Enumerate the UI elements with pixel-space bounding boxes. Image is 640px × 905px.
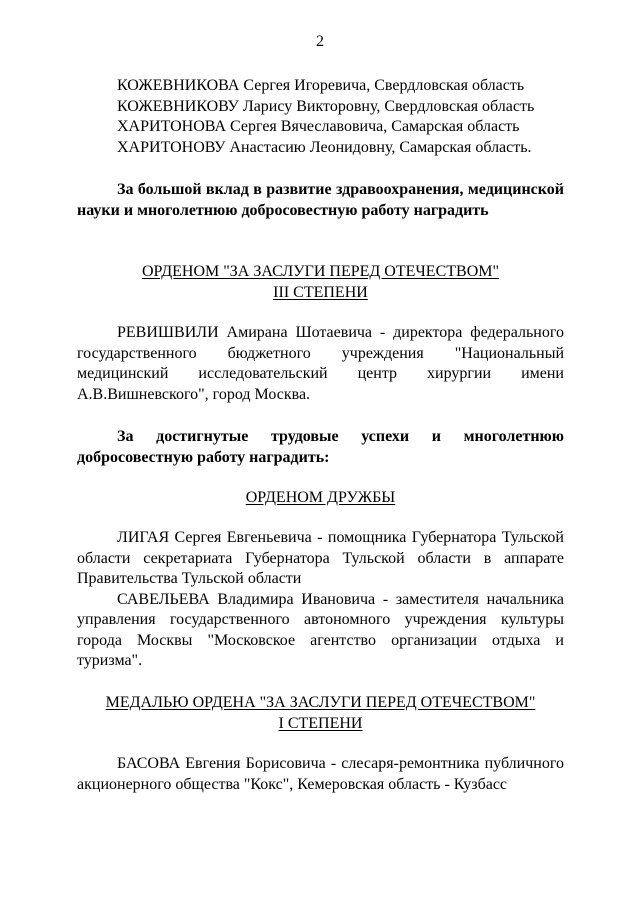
award-reason-text: За достигнутые трудовые успехи и многолетнюю добросовестную работу наградить:: [77, 428, 564, 466]
award-heading: [77, 488, 564, 509]
awardee-entry: КОЖЕВНИКОВА Сергея Игоревича, Свердловская область: [117, 77, 525, 94]
awardee-entry: ХАРИТОНОВУ Анастасию Леонидовну, Самарская область.: [117, 138, 532, 156]
award-reason-paragraph: [77, 427, 564, 468]
awardee-entry: КОЖЕВНИКОВУ Ларису Викторовну, Свердловская область: [117, 97, 535, 115]
award-heading: [77, 693, 564, 734]
award-heading-line: III СТЕПЕНИ: [273, 283, 368, 301]
awardee-entry: БАСОВА Евгения Борисовича - слесаря-ремонтника публичного акционерного общества "Кокс", Кемеровская область - Кузбасс: [77, 755, 564, 793]
award-reason-text: За большой вклад в развитие здравоохранения, медицинской науки и многолетнюю добросовестную работу наградить: [77, 181, 564, 219]
award-reason-paragraph: [77, 180, 564, 221]
award-heading-line: I СТЕПЕНИ: [278, 714, 363, 732]
awardee-entry: РЕВИШВИЛИ Амирана Шотаевича - директора федерального государственного бюджетного учреждения "Национальный медицинский исследовательский центр хирургии имени А.В.Вишневского", город Москва.: [77, 324, 564, 403]
awardee-entry: ЛИГАЯ Сергея Евгеньевича - помощника Губернатора Тульской области секретариата Губернатора Тульской области в аппарате Правительства Тульской области: [77, 529, 564, 587]
awardee-entry: ХАРИТОНОВА Сергея Вячеславовича, Самарская область: [117, 118, 520, 135]
awardee-entry: САВЕЛЬЕВА Владимира Ивановича - заместителя начальника управления государственного автономного учреждения культуры города Москвы "Московское агентство организации отдыха и туризма".: [77, 590, 564, 669]
award-heading: [77, 262, 564, 303]
awardee-list: [77, 323, 564, 405]
awardee-list: [77, 528, 564, 672]
awardee-list-continued: [77, 76, 564, 158]
award-heading-line: ОРДЕНОМ "ЗА ЗАСЛУГИ ПЕРЕД ОТЕЧЕСТВОМ": [141, 263, 500, 280]
page-number: 2: [316, 33, 324, 50]
award-heading-line: МЕДАЛЬЮ ОРДЕНА "ЗА ЗАСЛУГИ ПЕРЕД ОТЕЧЕСТВОМ": [105, 694, 536, 711]
award-heading-line: ОРДЕНОМ ДРУЖБЫ: [245, 489, 396, 506]
awardee-list: [77, 754, 564, 795]
